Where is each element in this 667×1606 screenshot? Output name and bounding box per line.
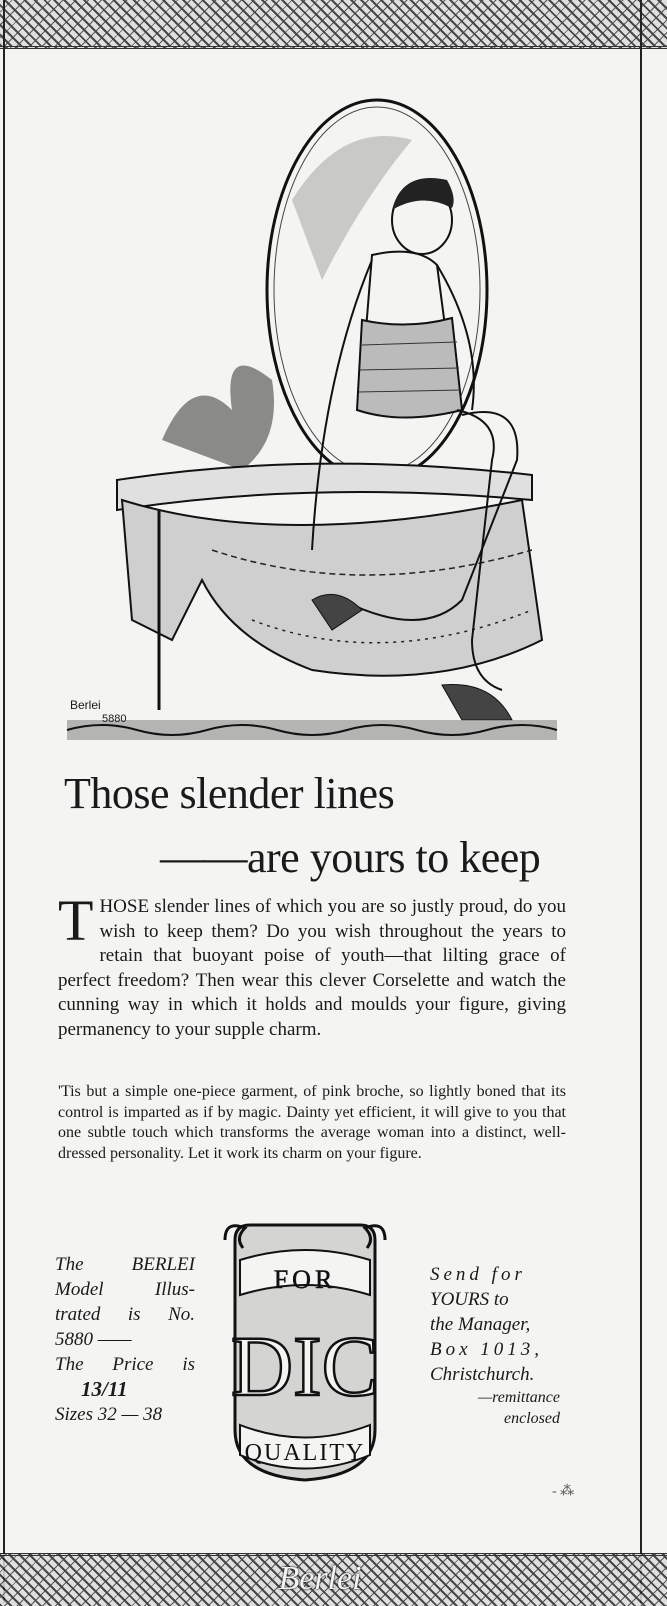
paragraph-1-text: HOSE slender lines of which you are so justly proud, do you wish to keep them? Do you wish throughout the years to retain that buoyant poise of youth—that lilting grace of perfect freedom? Then wear this clever Corselette and watch the cunning way in which it holds and moulds your figure, giving permanency to your supple charm. (58, 896, 566, 1040)
order-line-3: the Manager, (430, 1314, 531, 1335)
left-rule (3, 0, 5, 1603)
price-label: The Price is (55, 1354, 195, 1375)
illustration-caption (70, 698, 126, 726)
right-rule (640, 0, 642, 1603)
badge-bottom-text: QUALITY (244, 1440, 366, 1466)
caption-brand: Berlei (70, 698, 101, 712)
model-line-3: trated is No. (55, 1304, 195, 1325)
badge-top-text: FOR (273, 1265, 337, 1294)
drop-cap: T (58, 888, 94, 953)
headline-line-1: Those slender lines (64, 769, 395, 818)
print-speck: ‑ ⁂ (552, 1484, 575, 1499)
ornamental-border-top (0, 0, 667, 49)
footer-brand-mark: Berlei (278, 1560, 362, 1597)
model-line-2: Model Illus- (55, 1279, 195, 1300)
order-note-1: —remittance (477, 1389, 560, 1406)
order-line-5: Christchurch. (430, 1364, 535, 1385)
dic-quality-badge (215, 1220, 395, 1485)
body-paragraph-1 (58, 888, 566, 1042)
order-line-4: Box 1013, (430, 1339, 544, 1360)
sizes: Sizes 32 — 38 (55, 1404, 163, 1425)
order-info (430, 1262, 560, 1429)
woman-on-bench-illustration (62, 80, 562, 760)
order-note-2: enclosed (504, 1410, 560, 1427)
caption-number: 5880 (102, 713, 127, 725)
headline-line-2: ——are yours to keep (160, 833, 541, 882)
order-line-2: YOURS to (430, 1289, 509, 1310)
price-value: 13/11 (81, 1377, 128, 1401)
badge-monogram: DIC (230, 1318, 380, 1414)
model-info (55, 1252, 195, 1427)
model-line-1: The BERLEI (55, 1254, 195, 1275)
body-paragraph-2: 'Tis but a simple one-piece garment, of pink broche, so lightly boned that its control is imparted as if by magic. Dainty yet efficient, it will give to you that one subtle touch which transforms the average woman into a distinct, well-dressed personality. Let it work its charm on your figure. (58, 1083, 566, 1162)
model-line-4: 5880 —— (55, 1329, 132, 1350)
order-line-1: Send for (430, 1264, 526, 1285)
